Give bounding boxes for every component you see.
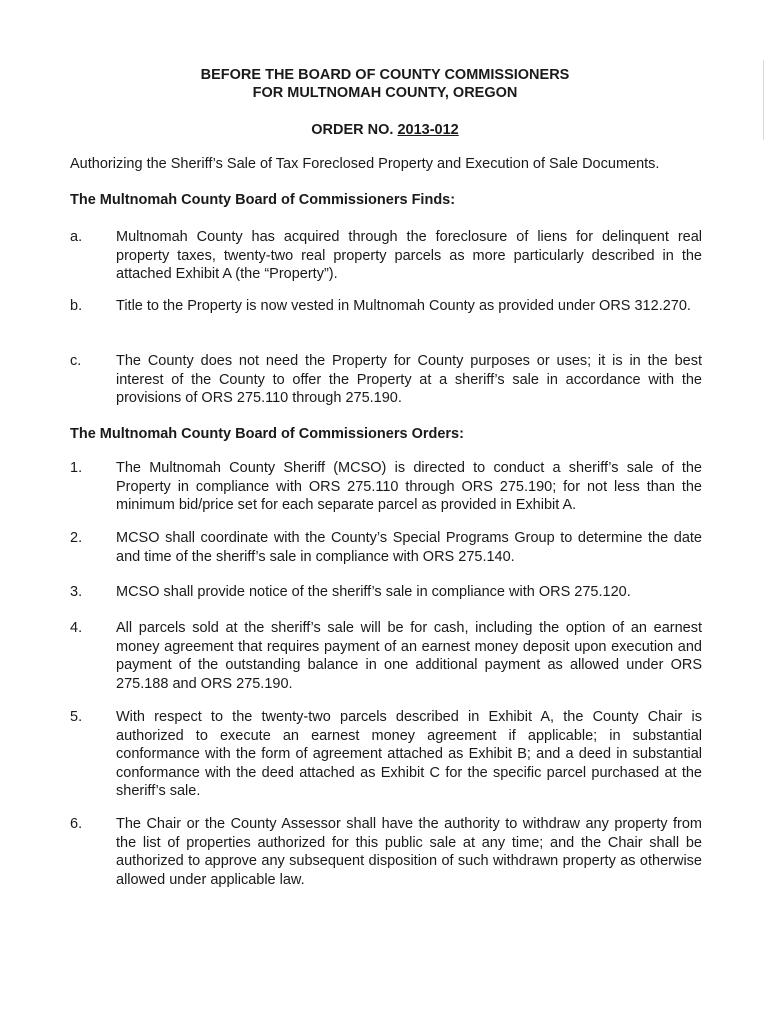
header-line-2: FOR MULTNOMAH COUNTY, OREGON — [252, 85, 518, 101]
order-item — [70, 529, 702, 566]
findings-heading: The Multnomah County Board of Commissioners Finds: — [70, 192, 456, 208]
scan-margin-line — [763, 60, 764, 140]
order-item — [70, 815, 702, 889]
item-text: MCSO shall provide notice of the sheriff’s sale in compliance with ORS 275.120. — [116, 584, 631, 600]
finding-item — [70, 228, 702, 284]
order-number: 2013-012 — [397, 122, 459, 138]
order-number-line — [0, 121, 770, 139]
item-text: The Multnomah County Sheriff (MCSO) is directed to conduct a sheriff’s sale of the Property in compliance with ORS 275.110 through ORS 275.190; for not less than the minimum bid/price set for each separate parcel as provided in Exhibit A. — [116, 460, 702, 513]
order-prefix: ORDER NO. — [311, 122, 394, 138]
orders-heading: The Multnomah County Board of Commissioners Orders: — [70, 426, 464, 442]
header-line-1: BEFORE THE BOARD OF COUNTY COMMISSIONERS — [200, 67, 570, 83]
finding-item — [70, 352, 702, 408]
item-marker: b. — [70, 298, 83, 314]
item-marker: 6. — [70, 816, 83, 832]
item-marker: 3. — [70, 584, 83, 600]
item-text: Title to the Property is now vested in Multnomah County as provided under ORS 312.270. — [116, 298, 691, 314]
order-item — [70, 459, 702, 515]
item-marker: 4. — [70, 620, 83, 636]
order-subject: Authorizing the Sheriff’s Sale of Tax Foreclosed Property and Execution of Sale Documents. — [70, 156, 660, 172]
order-item — [70, 708, 702, 801]
item-text: All parcels sold at the sheriff’s sale will be for cash, including the option of an earnest money agreement that requires payment of an earnest money deposit upon execution and payment of the outstanding balance in one additional payment as allowed under ORS 275.188 and ORS 275.190. — [116, 620, 702, 692]
item-text: The Chair or the County Assessor shall have the authority to withdraw any property from the list of properties authorized for this public sale at any time; and the Chair shall be authorized to approve any subsequent disposition of such withdrawn property as otherwise allowed under applicable law. — [116, 816, 702, 888]
item-text: Multnomah County has acquired through the foreclosure of liens for delinquent real property taxes, twenty-two real property parcels as more particularly described in the attached Exhibit A (the “Property”). — [116, 229, 702, 282]
order-item — [70, 583, 702, 602]
item-marker: 1. — [70, 460, 83, 476]
document-header — [0, 66, 770, 102]
item-marker: a. — [70, 229, 83, 245]
item-marker: 5. — [70, 709, 83, 725]
finding-item — [70, 297, 702, 316]
item-text: With respect to the twenty-two parcels described in Exhibit A, the County Chair is authorized to execute an earnest money agreement if applicable; in substantial conformance with the form of agreement attached as Exhibit B; and a deed in substantial conformance with the deed attached as Exhibit C for the specific parcel purchased at the sheriff’s sale. — [116, 709, 702, 799]
item-marker: 2. — [70, 530, 83, 546]
item-marker: c. — [70, 353, 82, 369]
order-item — [70, 619, 702, 693]
item-text: MCSO shall coordinate with the County’s Special Programs Group to determine the date and time of the sheriff’s sale in compliance with ORS 275.140. — [116, 530, 702, 565]
item-text: The County does not need the Property for County purposes or uses; it is in the best interest of the County to offer the Property at a sheriff’s sale in accordance with the provisions of ORS 275.110 through 275.190. — [116, 353, 702, 406]
